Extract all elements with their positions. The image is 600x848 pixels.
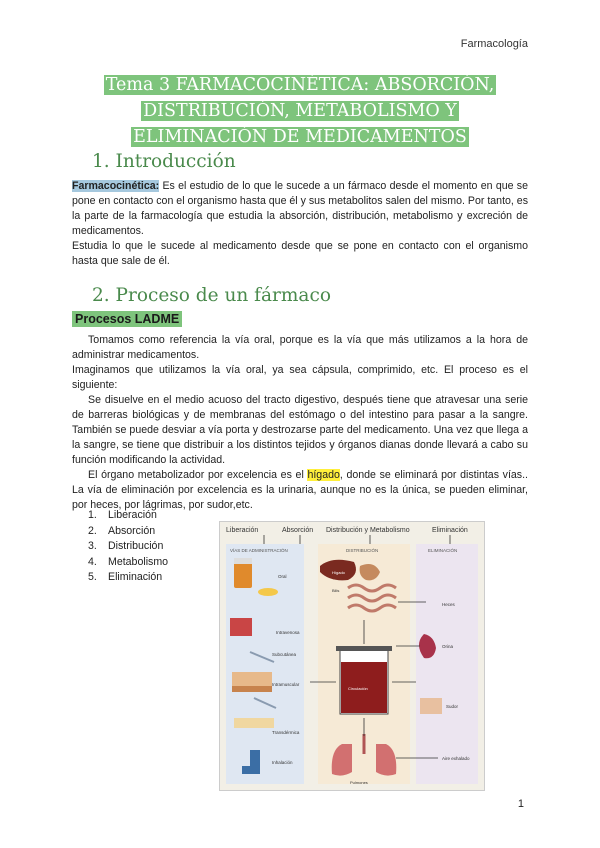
p4-text-after: , donde se eliminará por distintas vías.. La vía de eliminación por excelencia es la urinaria, aunque no es la única, se pueden eliminar, por heces, por lágrimas, por sudor,etc. — [72, 469, 528, 511]
skin-section-icon — [232, 672, 272, 686]
organ-label-liver: Hígado — [332, 570, 345, 575]
term-highlight: Farmacocinética: — [72, 180, 160, 192]
organ-label-bile: Bilis — [332, 588, 340, 593]
top-label-absorcion: Absorción — [282, 527, 314, 534]
organ-label-circulation: Circulación — [348, 686, 368, 691]
route-label-transdermal: Transdérmica — [272, 730, 300, 735]
intro-paragraph — [72, 179, 528, 269]
liver-highlight: hígado — [307, 469, 340, 481]
elim-label-feces: Heces — [442, 602, 455, 607]
top-label-distribucion: Distribución y Metabolismo — [326, 527, 410, 534]
title-line-2: DISTRIBUCIÓN, METABOLISMO Y — [143, 101, 457, 121]
route-label-inhalation: Inhalación — [272, 760, 293, 765]
ladme-figure — [219, 521, 485, 791]
document-title — [70, 72, 530, 150]
title-line-1: Tema 3 FARMACOCINÉTICA: ABSORCIÓN, — [105, 75, 495, 95]
route-label-sc: Subcutánea — [272, 652, 297, 657]
list-item: 4. Metabolismo — [88, 555, 169, 568]
intro-paragraph-2: Estudia lo que le sucede al medicamento desde que se pone en contacto con el organismo hasta que sale de él. — [72, 240, 528, 267]
page-number: 1 — [517, 798, 524, 810]
list-item: 1. Liberación — [88, 509, 157, 521]
ladme-subheading: Procesos LADME — [72, 311, 182, 327]
capsule-icon — [258, 588, 278, 596]
process-paragraph-2: Imaginamos que utilizamos la vía oral, ya sea cápsula, comprimido, etc. El proceso es el siguiente: — [72, 364, 528, 391]
top-label-eliminacion: Eliminación — [432, 527, 468, 534]
route-label-im: Intramuscular — [272, 682, 300, 687]
definition-text: Es el estudio de lo que le sucede a un fármaco desde el momento en que se pone en contacto con el organismo hasta que él y sus metabolitos salen del mismo. Por tanto, es la parte de la farmacología que estudia la absorción, distribución, metabolismo y excreción de medicamentos. — [72, 180, 528, 237]
elim-label-urine: Orina — [442, 644, 454, 649]
process-paragraphs — [72, 333, 528, 513]
column-label-vias: VÍAS DE ADMINISTRACIÓN — [230, 548, 288, 553]
ladme-list — [88, 508, 168, 586]
process-paragraph-1: Tomamos como referencia la vía oral, porque es la vía que más utilizamos a la hora de administrar medicamentos. — [72, 334, 528, 361]
process-paragraph-4 — [72, 468, 528, 513]
list-item: 3. Distribución — [88, 540, 164, 552]
route-label-iv: Intravenosa — [276, 630, 300, 635]
column-label-eliminacion: ELIMINACIÓN — [428, 548, 458, 553]
document-header: Farmacología — [460, 38, 528, 50]
process-paragraph-3: Se disuelve en el medio acuoso del tracto digestivo, después tiene que atravesar una serie de barreras biológicas y de membranas del estómago o del intestino para pasar a la sangre. También se puede desviar a vía porta y destrozarse parte del medicamento. Una vez que llega a la sangre, se tiene que distribuir a los distintos tejidos y órganos dianas donde llevará a cabo su función modificando la actividad. — [72, 394, 528, 466]
ladme-diagram — [220, 522, 484, 790]
iv-bag-icon — [230, 618, 252, 636]
column-label-distribucion: DISTRIBUCIÓN — [346, 548, 379, 553]
list-item: 2. Absorción — [88, 524, 156, 537]
title-line-3: ELIMINACIÓN DE MEDICAMENTOS — [133, 127, 467, 147]
sweat-gland-icon — [420, 698, 442, 714]
top-label-liberacion: Liberación — [226, 527, 259, 534]
p4-text-before: El órgano metabolizador por excelencia es el — [88, 469, 308, 481]
route-label-oral: Oral — [278, 574, 287, 579]
elim-label-sweat: Sudor — [446, 704, 459, 709]
pill-bottle-icon — [234, 562, 252, 588]
patch-icon — [234, 718, 274, 728]
elim-label-exhaled: Aire exhalado — [442, 756, 470, 761]
organ-label-lungs: Pulmones — [350, 780, 368, 785]
section-heading-process: 2. Proceso de un fármaco — [92, 285, 331, 306]
section-heading-introduction: 1. Introducción — [92, 151, 236, 172]
list-item: 5. Eliminación — [88, 571, 163, 583]
